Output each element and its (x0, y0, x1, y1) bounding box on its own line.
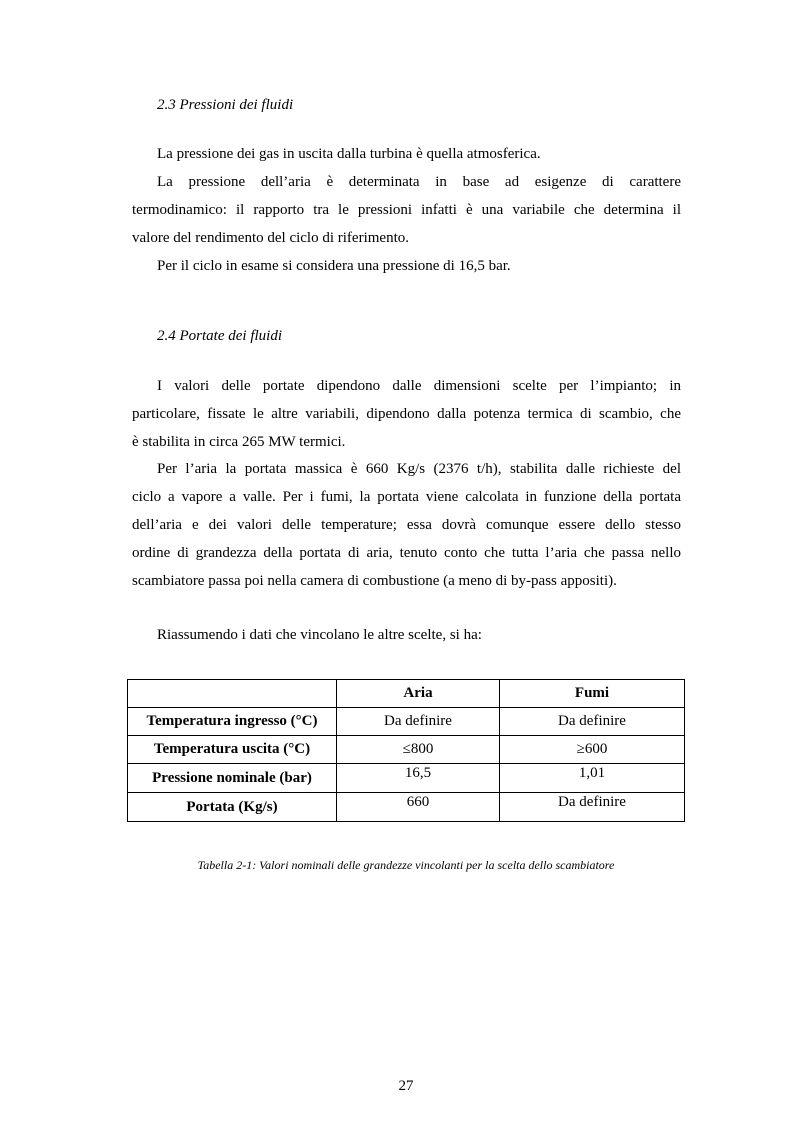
paragraph-line: ciclo a vapore a valle. Per i fumi, la portata viene calcolata in funzione della portata (132, 489, 681, 505)
table-row-label: Portata (Kg/s) (128, 793, 337, 822)
data-table (127, 679, 685, 822)
table-cell: 1,01 (500, 764, 685, 793)
table-cell: Da definire (500, 793, 685, 822)
table-row-label: Pressione nominale (bar) (128, 764, 337, 793)
table-cell: ≥600 (500, 736, 685, 764)
table-cell: 16,5 (337, 764, 500, 793)
paragraph-line: La pressione dell’aria è determinata in base ad esigenze di carattere (157, 174, 681, 190)
paragraph-line: ordine di grandezza della portata di aria, tenuto conto che tutta l’aria che passa nello (132, 545, 681, 561)
paragraph-line: dell’aria e dei valori delle temperature; essa dovrà comunque essere dello stesso (132, 517, 681, 533)
paragraph-line: particolare, fissate le altre variabili, dipendono dalla potenza termica di scambio, che (132, 406, 681, 422)
table-row (128, 764, 685, 793)
paragraph-line: valore del rendimento del ciclo di riferimento. (132, 230, 409, 246)
table-cell: Da definire (500, 708, 685, 736)
table-row-label: Temperatura uscita (°C) (128, 736, 337, 764)
paragraph-line: Riassumendo i dati che vincolano le altre scelte, si ha: (157, 627, 482, 643)
table-row-label: Temperatura ingresso (°C) (128, 708, 337, 736)
paragraph-line: è stabilita in circa 265 MW termici. (132, 434, 346, 450)
table-row (128, 708, 685, 736)
table-cell: Da definire (337, 708, 500, 736)
table-caption: Tabella 2-1: Valori nominali delle grandezze vincolanti per la scelta dello scambiatore (197, 858, 615, 872)
paragraph-line: Per il ciclo in esame si considera una pressione di 16,5 bar. (157, 258, 511, 274)
paragraph-line: scambiatore passa poi nella camera di combustione (a meno di by-pass appositi). (132, 573, 617, 589)
paragraph-line: La pressione dei gas in uscita dalla turbina è quella atmosferica. (157, 146, 541, 162)
table-row (128, 736, 685, 764)
paragraph-line: Per l’aria la portata massica è 660 Kg/s (2376 t/h), stabilita dalle richieste del (157, 461, 681, 477)
table-header-cell: Aria (337, 680, 500, 708)
table-header-cell (128, 680, 337, 708)
section-heading-2-3: 2.3 Pressioni dei fluidi (157, 97, 294, 113)
paragraph-line: termodinamico: il rapporto tra le pressioni infatti è una variabile che determina il (132, 202, 681, 218)
paragraph-line: I valori delle portate dipendono dalle dimensioni scelte per l’impianto; in (157, 378, 681, 394)
table-cell: 660 (337, 793, 500, 822)
table-header-cell: Fumi (500, 680, 685, 708)
table-row (128, 793, 685, 822)
section-heading-2-4: 2.4 Portate dei fluidi (157, 328, 282, 344)
table-cell: ≤800 (337, 736, 500, 764)
page-number: 27 (398, 1078, 414, 1094)
table-header-row (128, 680, 685, 708)
